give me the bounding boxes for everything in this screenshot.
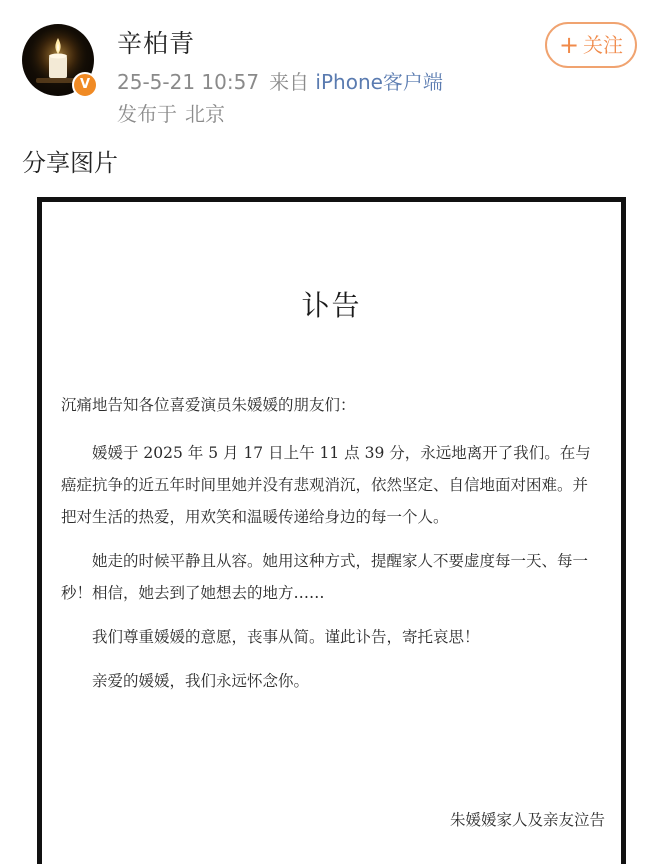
notice-paragraph: 亲爱的媛媛，我们永远怀念你。: [92, 672, 310, 690]
location-name: 北京: [185, 102, 225, 126]
post-text: 分享图片: [22, 149, 118, 177]
notice-title: 讣告: [301, 289, 362, 322]
follow-button[interactable]: [545, 22, 637, 68]
notice-body: [61, 389, 603, 709]
location-prefix: 发布于: [117, 102, 177, 126]
notice-paragraph: 她走的时候平静且从容。她用这种方式，提醒家人不要虚度每一天、每一秒！相信，她去到了她想去的地方……: [61, 552, 589, 602]
notice-signature: 朱媛媛家人及亲友泣告: [449, 811, 605, 829]
post-meta: [117, 66, 443, 95]
author-name[interactable]: 辛柏青: [117, 29, 196, 58]
notice-paragraph: 我们尊重媛媛的意愿，丧事从简。谨此讣告，寄托哀思！: [92, 628, 480, 646]
verified-badge: V: [72, 72, 98, 98]
shared-image[interactable]: [37, 197, 626, 864]
post-source: iPhone客户端: [315, 70, 443, 94]
notice-salutation: 沉痛地告知各位喜爱演员朱媛媛的朋友们：: [61, 396, 356, 414]
source-prefix: 来自: [269, 70, 310, 94]
obituary-notice: [42, 202, 621, 864]
notice-paragraph: 媛媛于 2025 年 5 月 17 日上午 11 点 39 分，永远地离开了我们。在与癌症抗争的近五年时间里她并没有悲观消沉，依然坚定、自信地面对困难。并把对生活的热爱，用欢笑和温暖传递给身边的每一个人。: [61, 444, 591, 526]
plus-icon: +: [558, 31, 580, 59]
post-date: 25-5-21 10:57: [117, 70, 260, 94]
follow-label: 关注: [583, 33, 624, 57]
post-location: [117, 98, 225, 127]
